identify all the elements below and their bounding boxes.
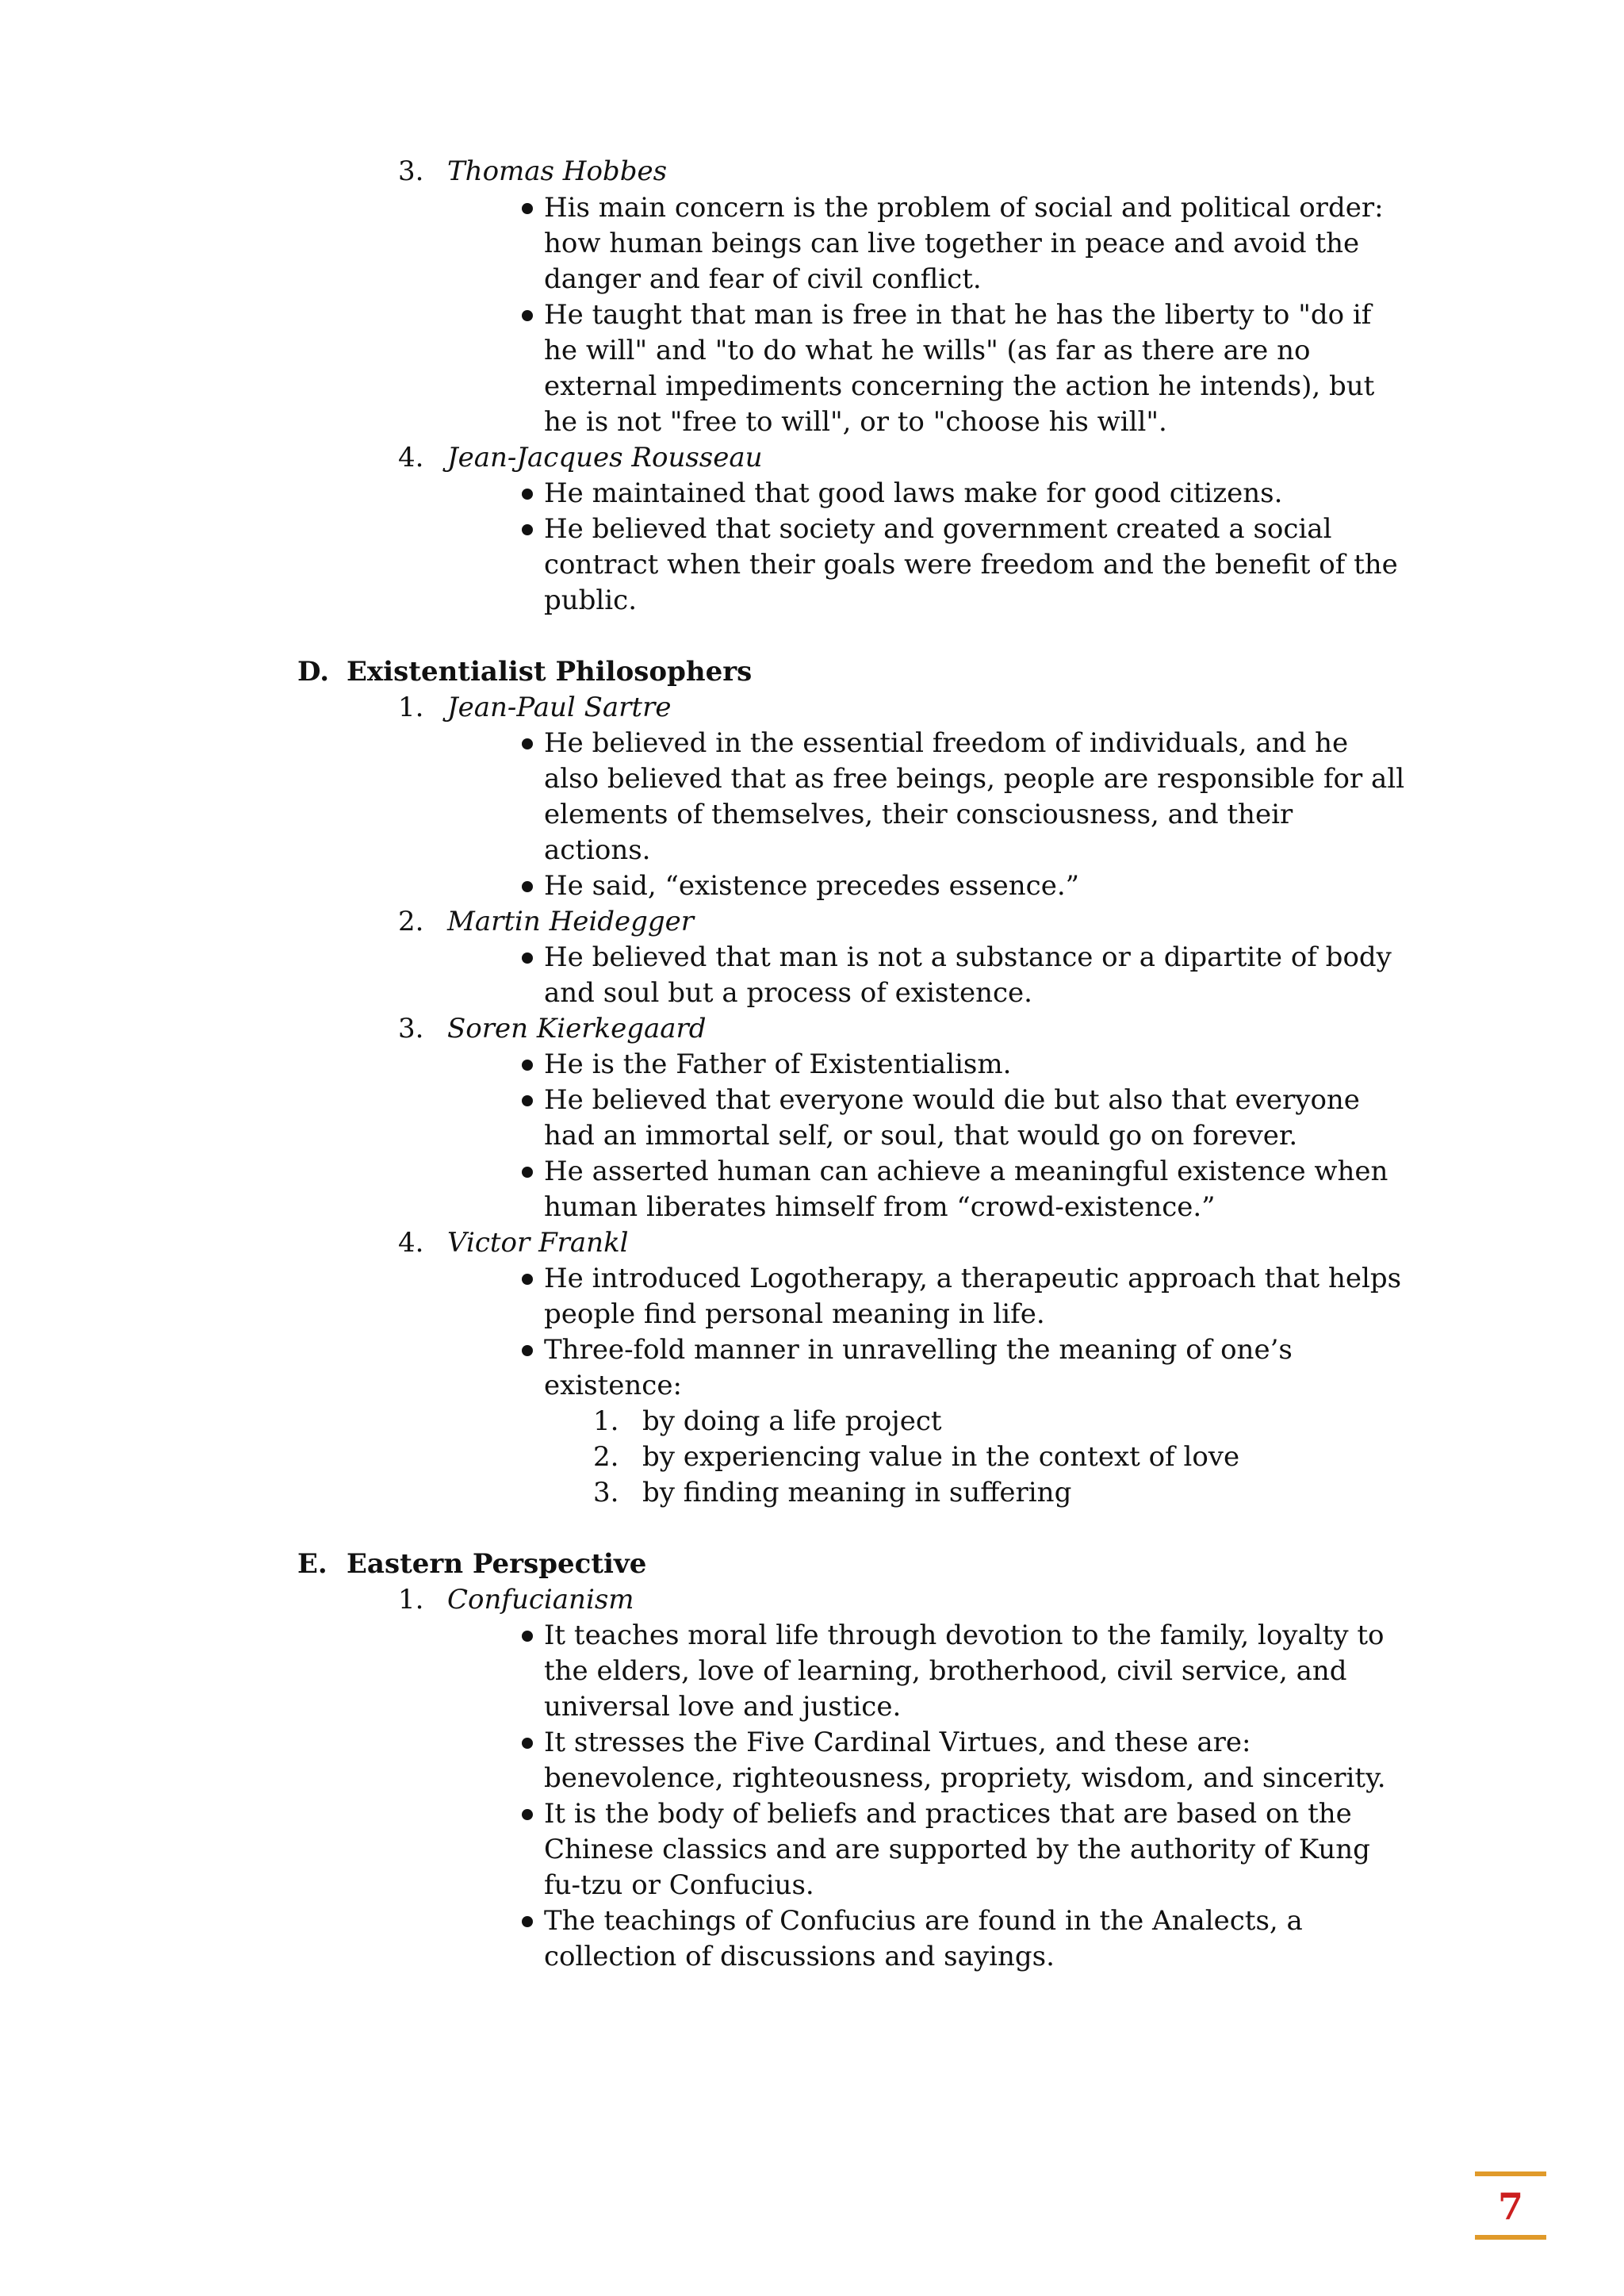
item-label: 3. xyxy=(398,155,424,187)
bullet-text: fu-tzu or Confucius. xyxy=(544,1869,814,1901)
bullet-icon xyxy=(522,881,533,892)
bullet-icon xyxy=(522,953,533,964)
bullet-text: elements of themselves, their consciousness, and their xyxy=(544,799,1293,830)
section-letter: E. xyxy=(297,1548,327,1580)
bullet-text: benevolence, righteousness, propriety, wisdom, and sincerity. xyxy=(544,1762,1386,1794)
item-label: 4. xyxy=(398,1227,424,1259)
philosopher-name: Thomas Hobbes xyxy=(447,155,668,187)
bullet-icon xyxy=(522,203,533,214)
section-heading: Existentialist Philosophers xyxy=(347,656,753,688)
bullet-text: He maintained that good laws make for good citizens. xyxy=(544,477,1283,509)
bullet-text: had an immortal self, or soul, that would go on forever. xyxy=(544,1120,1298,1152)
bullet-text: Chinese classics and are supported by the authority of Kung xyxy=(544,1834,1370,1865)
item-label: 3. xyxy=(398,1013,424,1045)
page-number-top-rule xyxy=(1475,2171,1546,2176)
bullet-text: universal love and justice. xyxy=(544,1691,902,1723)
sub-item-number: 2. xyxy=(593,1441,619,1473)
bullet-text: The teachings of Confucius are found in the Analects, a xyxy=(544,1905,1303,1937)
bullet-text: actions. xyxy=(544,834,651,866)
bullet-text: It is the body of beliefs and practices that are based on the xyxy=(544,1798,1352,1830)
bullet-icon xyxy=(522,1274,533,1285)
bullet-text: Three-fold manner in unravelling the meaning of one’s xyxy=(544,1334,1293,1366)
sub-item-text: by finding meaning in suffering xyxy=(642,1477,1072,1508)
bullet-text: He introduced Logotherapy, a therapeutic approach that helps xyxy=(544,1263,1402,1294)
philosopher-name: Confucianism xyxy=(447,1584,634,1616)
bullet-icon xyxy=(522,1345,533,1356)
bullet-text: It stresses the Five Cardinal Virtues, and these are: xyxy=(544,1727,1251,1758)
bullet-icon xyxy=(522,1738,533,1749)
bullet-text: He believed that society and government created a social xyxy=(544,513,1332,545)
bullet-text: He taught that man is free in that he has the liberty to "do if xyxy=(544,299,1372,331)
philosopher-name: Victor Frankl xyxy=(447,1227,629,1259)
bullet-text: He believed that everyone would die but also that everyone xyxy=(544,1084,1360,1116)
sub-item-number: 3. xyxy=(593,1477,619,1508)
bullet-icon xyxy=(522,1167,533,1178)
bullet-icon xyxy=(522,1631,533,1642)
bullet-icon xyxy=(522,1809,533,1820)
bullet-icon xyxy=(522,738,533,749)
bullet-text: people find personal meaning in life. xyxy=(544,1298,1045,1330)
bullet-icon xyxy=(522,489,533,500)
page-number-bottom-rule xyxy=(1475,2235,1546,2240)
bullet-text: human liberates himself from “crowd-existence.” xyxy=(544,1191,1216,1223)
section-heading: Eastern Perspective xyxy=(347,1548,647,1580)
bullet-text: His main concern is the problem of social and political order: xyxy=(544,192,1384,224)
bullet-text: He believed that man is not a substance or a dipartite of body xyxy=(544,941,1392,973)
item-label: 1. xyxy=(398,692,424,723)
bullet-text: collection of discussions and sayings. xyxy=(544,1941,1055,1972)
page-number: 7 xyxy=(1497,2185,1523,2228)
sub-item-number: 1. xyxy=(593,1405,619,1437)
philosopher-name: Martin Heidegger xyxy=(447,906,695,937)
bullet-text: He is the Father of Existentialism. xyxy=(544,1048,1012,1080)
bullet-text: danger and fear of civil conflict. xyxy=(544,263,982,295)
philosopher-name: Jean-Jacques Rousseau xyxy=(447,442,763,473)
bullet-text: the elders, love of learning, brotherhood, civil service, and xyxy=(544,1655,1347,1687)
bullet-text: how human beings can live together in peace and avoid the xyxy=(544,228,1360,259)
bullet-text: He believed in the essential freedom of individuals, and he xyxy=(544,727,1349,759)
bullet-text: he will" and "to do what he wills" (as far as there are no xyxy=(544,335,1311,366)
bullet-text: public. xyxy=(544,585,638,616)
bullet-text: existence: xyxy=(544,1370,682,1401)
bullet-text: and soul but a process of existence. xyxy=(544,977,1032,1009)
bullet-text: It teaches moral life through devotion to the family, loyalty to xyxy=(544,1619,1385,1651)
item-label: 4. xyxy=(398,442,424,473)
bullet-text: external impediments concerning the action he intends), but xyxy=(544,370,1375,402)
bullet-text: also believed that as free beings, people are responsible for all xyxy=(544,763,1405,795)
item-label: 1. xyxy=(398,1584,424,1616)
bullet-icon xyxy=(522,1916,533,1927)
bullet-text: contract when their goals were freedom and the benefit of the xyxy=(544,549,1398,581)
philosopher-name: Soren Kierkegaard xyxy=(447,1013,707,1045)
bullet-icon xyxy=(522,524,533,535)
bullet-text: he is not "free to will", or to "choose his will". xyxy=(544,406,1167,438)
bullet-text: He asserted human can achieve a meaningful existence when xyxy=(544,1156,1388,1187)
item-label: 2. xyxy=(398,906,424,937)
sub-item-text: by experiencing value in the context of love xyxy=(642,1441,1240,1473)
bullet-icon xyxy=(522,1095,533,1106)
philosopher-name: Jean-Paul Sartre xyxy=(447,692,672,723)
section-letter: D. xyxy=(297,656,330,688)
bullet-icon xyxy=(522,310,533,321)
sub-item-text: by doing a life project xyxy=(642,1405,942,1437)
bullet-icon xyxy=(522,1060,533,1071)
bullet-text: He said, “existence precedes essence.” xyxy=(544,870,1080,902)
